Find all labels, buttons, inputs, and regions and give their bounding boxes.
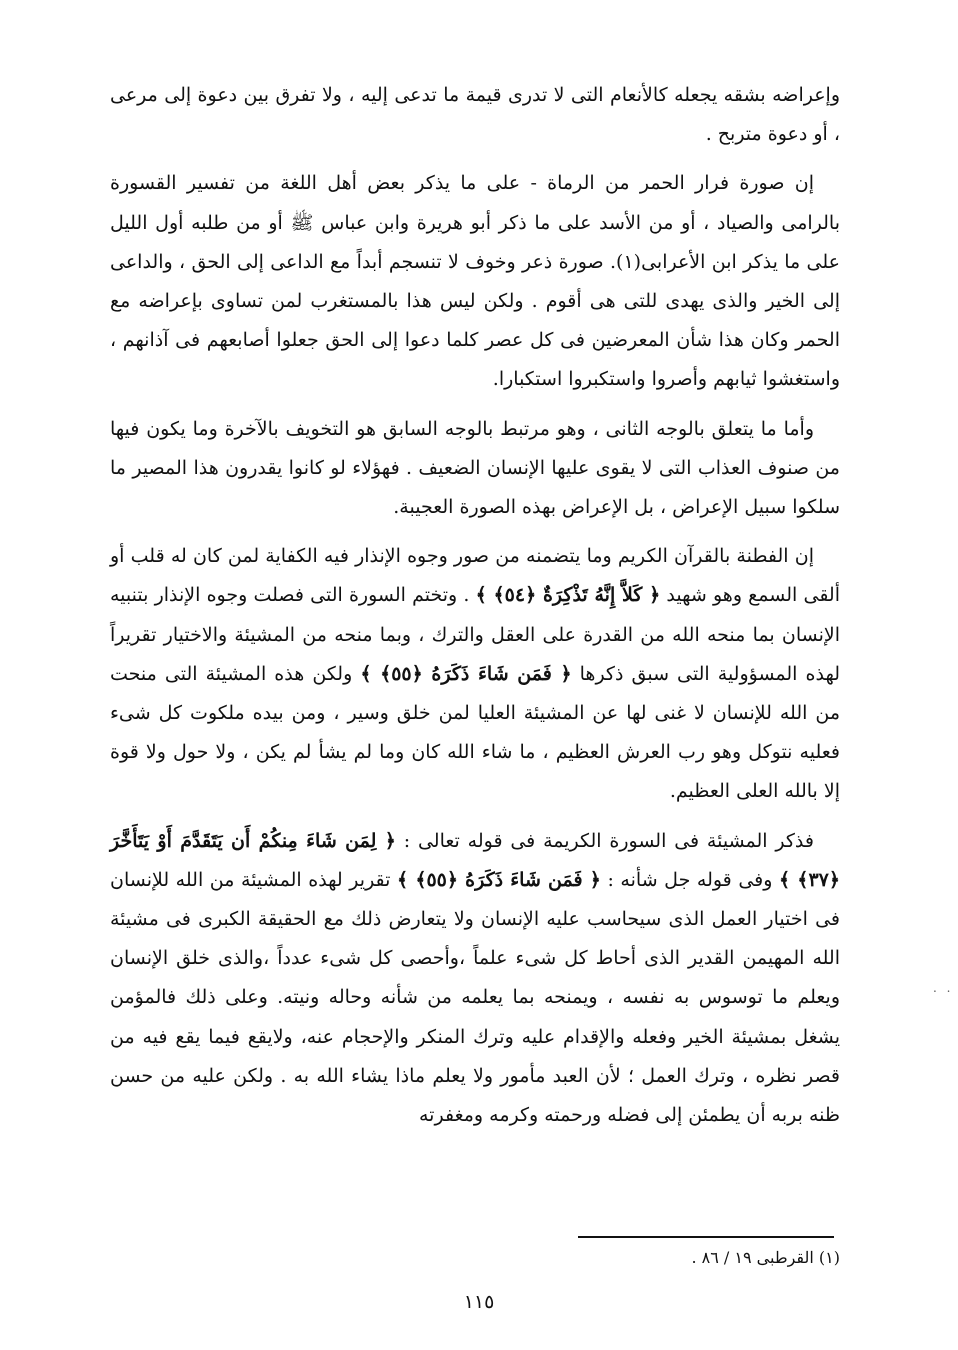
paragraph-text: إن صورة فرار الحمر من الرماة - على ما يذكر بعض أهل اللغة من تفسير القسورة بالرامى والصياد ، أو من الأسد على ما ذكر أبو هريرة وابن عباس ﷺ أو من طلبه أول الليل على ما يذكر ابن الأعرابى(١). صورة ذعر وخوف لا تنسجم أبداً مع الداعى إلى الحق ، والداعى إلى الخير والذى يهدى للتى هى أقوم . ولكن ليس هذا بالمستغرب لمن تساوى بإعراضه مع الحمر وكان هذا شأن المعرضين فى كل عصر كلما دعوا إلى الحق جعلوا أصابعهم فى آذانهم ، واستغشوا ثيابهم وأصروا واستكبروا استكبارا.: [110, 172, 840, 391]
paragraph: [110, 410, 840, 528]
page-number: ١١٥: [463, 1291, 495, 1313]
paragraph: [110, 76, 840, 154]
paragraph-text: إن الفطنة بالقرآن الكريم وما يتضمنه من صور وجوه الإنذار فيه الكفاية لمن كان له قلب أو ألقى السمع وهو شهيد: [110, 545, 840, 607]
margin-mark: . .: [933, 981, 954, 995]
footnote: (١) القرطبى ١٩ / ٨٦ .: [691, 1248, 840, 1267]
paragraph-text: وفى قوله جل شأنه :: [600, 868, 780, 891]
paragraph: [110, 164, 840, 399]
quran-verse: ﴿ فَمَن شَاءَ ذَكَرَهُ ﴿٥٥﴾ ﴾: [360, 662, 572, 685]
paragraph: [110, 822, 840, 1136]
footnote-separator: [578, 1236, 834, 1238]
paragraph-text: فذكر المشيئة فى السورة الكريمة فى قوله تعالى :: [395, 829, 814, 852]
body-text: [110, 76, 840, 1145]
paragraph-text: . وتختم السورة التى فصلت وجوه الإنذار بتنبيه الإنسان بما منحه الله من القدرة على العقل والترك ، وبما منحه من المشيئة والاختيار تقريراً لهذه المسؤولية التى سبق ذكرها: [110, 584, 840, 685]
quran-verse: ﴿ لِمَن شَاءَ مِنكُمْ أَن يَتَقَدَّمَ أَوْ يَتَأَخَّرَ ﴿٣٧﴾ ﴾: [110, 829, 840, 891]
paragraph-text: وإعراضه بشقه يجعله كالأنعام التى لا تدرى قيمة ما تدعى إليه ، ولا تفرق بين دعوة إلى مرعى ، أو دعوة متربح .: [110, 84, 840, 146]
quran-verse: ﴿ كَلاَّ إِنَّهُ تَذْكِرَةٌ ﴿٥٤﴾ ﴾: [475, 584, 661, 607]
paragraph: [110, 537, 840, 811]
paragraph-text: وأما ما يتعلق بالوجه الثانى ، وهو مرتبط بالوجه السابق هو التخويف بالآخرة وما يكون فيها من صنوف العذاب التى لا يقوى عليها الإنسان الضعيف . فهؤلاء لو كانوا يقدرون هذا المصير ما سلكوا سبيل الإعراض ، بل الإعراض بهذه الصورة العجيبة.: [110, 417, 840, 519]
quran-verse: ﴿ فَمَن شَاءَ ذَكَرَهُ ﴿٥٥﴾ ﴾: [397, 868, 601, 891]
paragraph-text: تقرير لهذه المشيئة من الله للإنسان فى اختيار العمل الذى سيحاسب عليه الإنسان ولا يتعارض ذلك مع الحقيقة الكبرى فى مشيئة الله المهيمن القدير الذى أحاط كل شىء علماً ،وأحصى كل شىء عدداً ،والذى خلق الإنسان ويعلم ما توسوس به نفسه ، ويمنحه بما يعلمه من شأنه وحاله ونيته. وعلى ذلك فالمؤمن يشغل بمشيئة الخير وفعله والإقدام عليه وترك المنكر والإحجام عنه، ولايقع فيما يقع فيه من قصر نظره ، وترك العمل ؛ لأن العبد مأمور ولا يعلم ماذا يشاء الله به . ولكن عليه من حسن ظنه بربه أن يطمئن إلى فضله ورحمته وكرمه ومغفرته: [110, 868, 840, 1127]
paragraph-text: ولكن هذه المشيئة التى منحت من الله للإنسان لا غنى لها عن المشيئة العليا لمن خلق وسير ، ومن بيده ملكوت كل شىء فعليه نتوكل وهو رب العرش العظيم ، ما شاء الله كان وما لم يشأ لم يكن ، ولا حول ولا قوة إلا بالله العلى العظيم.: [110, 662, 840, 803]
